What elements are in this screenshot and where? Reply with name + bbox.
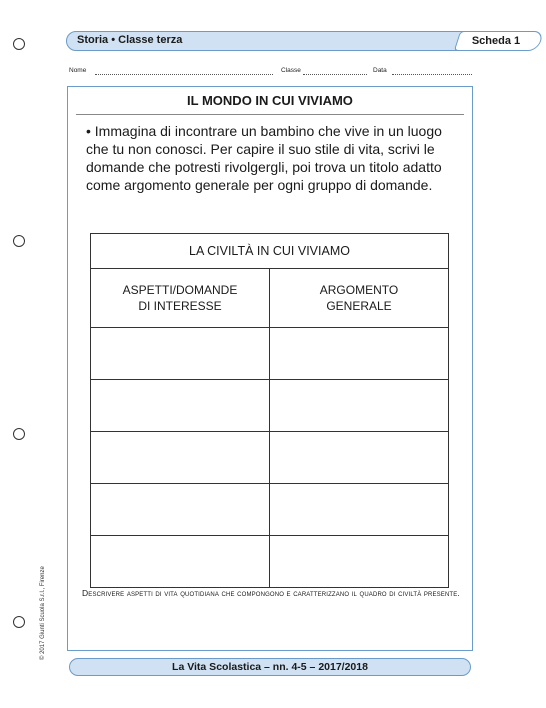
worksheet-frame <box>67 86 473 651</box>
answer-cell[interactable] <box>91 432 270 484</box>
punch-hole-2 <box>13 235 25 247</box>
instruction-text: • Immagina di incontrare un bambino che vive in un luogo che tu non conosci. Per capire il suo stile di vita, scrivi le domande che potresti rivolgergli, poi trova un titolo adatto come argomento generale per ogni gruppo di domande. <box>86 123 442 193</box>
sheet-label: Scheda 1 <box>471 34 521 47</box>
answer-cell[interactable] <box>270 484 449 536</box>
table-row <box>91 432 449 484</box>
answer-cell[interactable] <box>91 380 270 432</box>
answer-cell[interactable] <box>91 536 270 588</box>
punch-hole-4 <box>13 616 25 628</box>
header-bar <box>66 31 521 51</box>
copyright-notice: © 2017 Giunti Scuola S.r.l., Firenze <box>40 566 46 660</box>
worksheet-title: IL MONDO IN CUI VIVIAMO <box>187 93 353 108</box>
table-caption: LA CIVILTÀ IN CUI VIVIAMO <box>91 234 449 269</box>
date-label: Data <box>373 67 387 74</box>
column-header-topic-text: ARGOMENTO GENERALE <box>319 283 399 313</box>
description-text: Descrivere aspetti di vita quotidiana che compongono e caratterizzano il quadro di civiltà presente. <box>82 588 460 598</box>
punch-hole-1 <box>13 38 25 50</box>
table-row <box>91 484 449 536</box>
name-field[interactable] <box>95 74 273 75</box>
answer-cell[interactable] <box>270 328 449 380</box>
class-label: Classe <box>281 67 301 74</box>
column-header-topic <box>270 269 449 328</box>
answer-cell[interactable] <box>270 432 449 484</box>
answer-cell[interactable] <box>91 328 270 380</box>
answer-cell[interactable] <box>270 536 449 588</box>
class-field[interactable] <box>303 74 367 75</box>
name-label: Nome <box>69 67 87 74</box>
column-header-aspects-text: ASPETTI/DOMANDE DI INTERESSE <box>122 283 238 313</box>
sheet-tab <box>454 31 544 51</box>
publication-info: La Vita Scolastica – nn. 4-5 – 2017/2018 <box>172 661 368 673</box>
punch-hole-3 <box>13 428 25 440</box>
subject-title: Storia • Classe terza <box>77 34 183 46</box>
table-row <box>91 380 449 432</box>
date-field[interactable] <box>392 74 472 75</box>
column-header-aspects <box>91 269 270 328</box>
table-row <box>91 536 449 588</box>
answer-cell[interactable] <box>91 484 270 536</box>
answer-cell[interactable] <box>270 380 449 432</box>
table-row <box>91 328 449 380</box>
footer-bar <box>69 658 471 676</box>
title-divider <box>76 114 464 115</box>
civilization-table <box>90 233 449 588</box>
